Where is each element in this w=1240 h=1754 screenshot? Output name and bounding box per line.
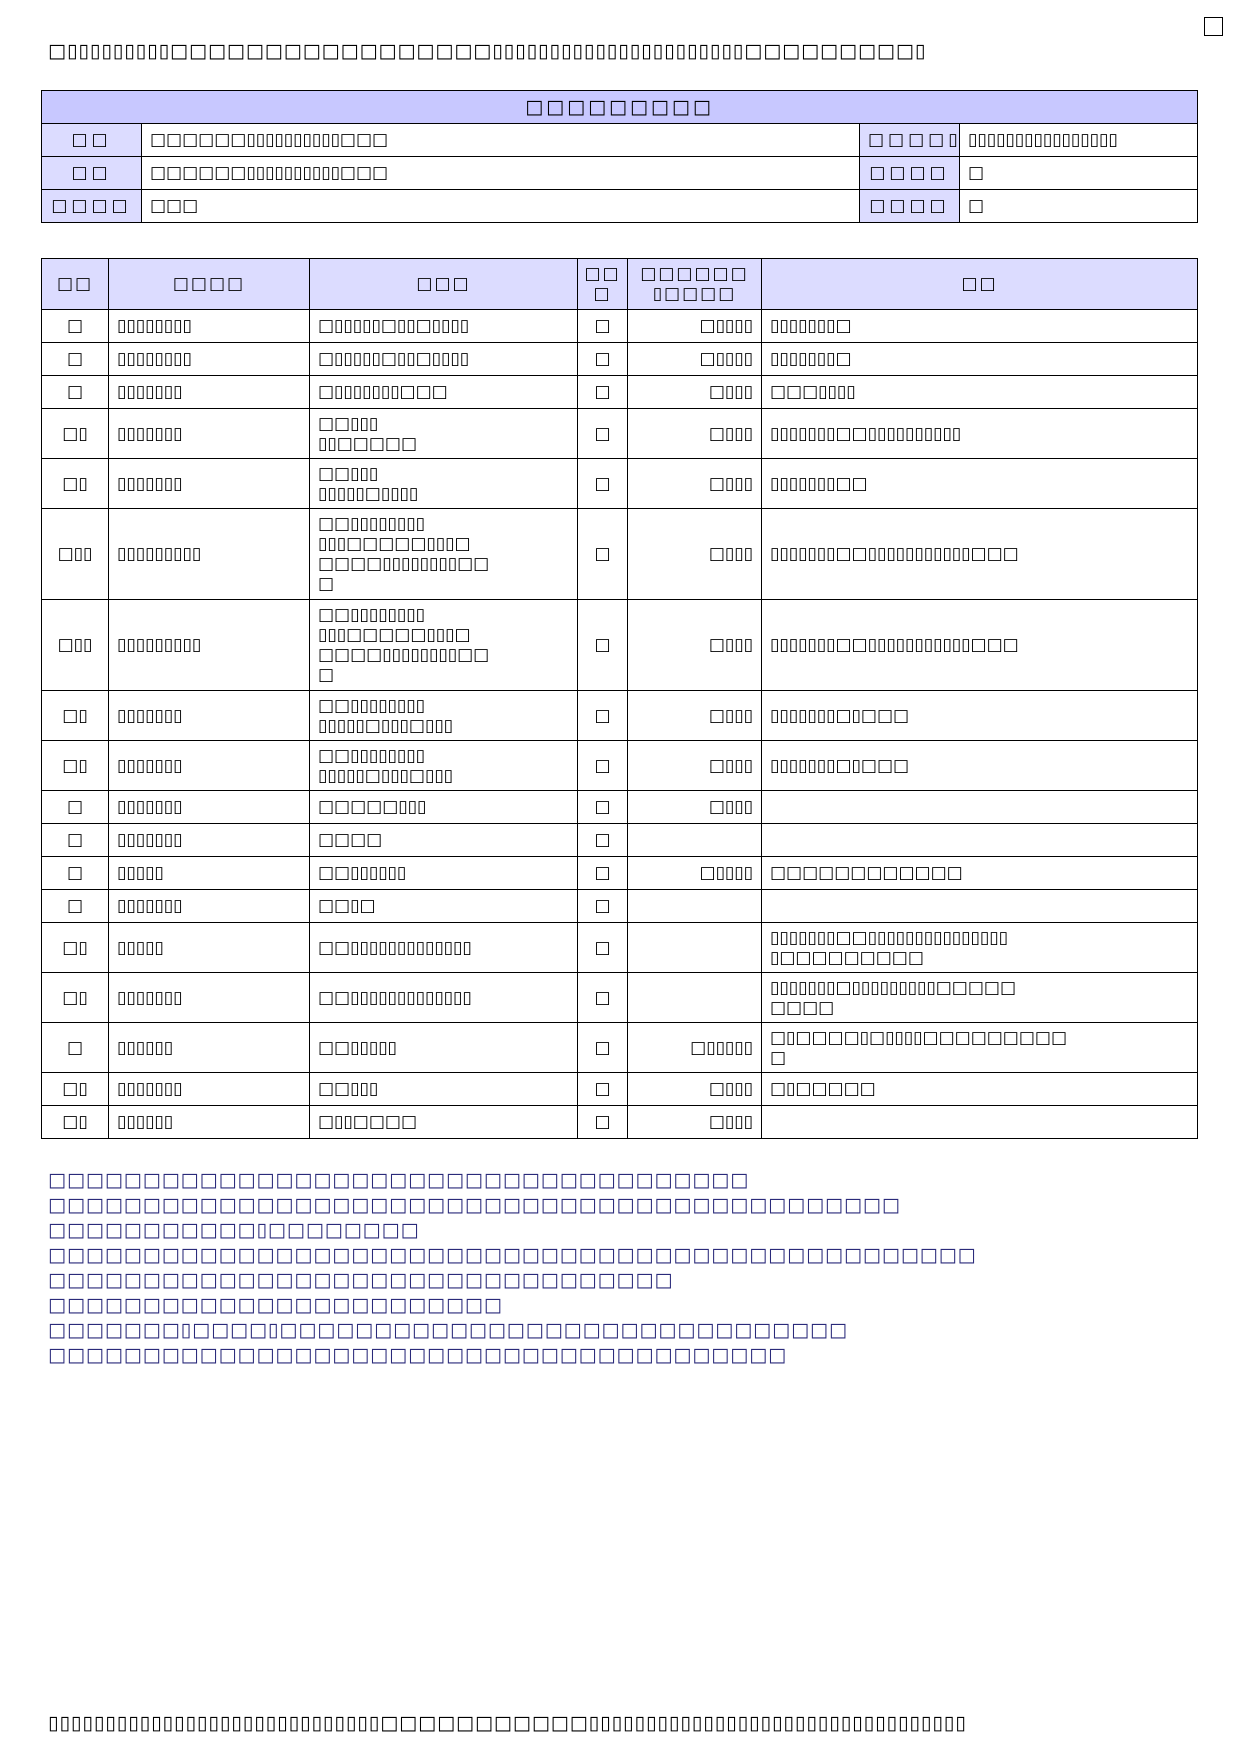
cell-type: □□▯▯▯▯▯▯▯▯ ▯▯▯□□□□□▯▯▯□ □□□□▯▯▯▯▯▯▯▯□□ □ xyxy=(310,600,578,691)
cell-field-name: ▯▯▯▯▯ xyxy=(109,857,310,890)
cell-remarks: ▯▯▯▯▯▯▯□□▯▯▯▯▯▯▯▯▯▯▯□□□ xyxy=(762,600,1198,691)
cell-remarks: ▯▯▯▯▯▯▯□▯▯▯▯▯▯▯▯▯□□□□□ □□□□ xyxy=(762,973,1198,1023)
cell-remarks: □▯□□□□▯□▯▯▯▯□□□□□□□□□ □ xyxy=(762,1023,1198,1073)
cell-remarks: □□□▯▯▯▯ xyxy=(762,376,1198,409)
info-value: □ xyxy=(960,157,1198,190)
cell-remarks: ▯▯▯▯▯▯▯□□▯▯▯▯▯▯▯▯▯▯▯▯▯▯▯ ▯□□□□□□□□□ xyxy=(762,923,1198,973)
table-row xyxy=(42,376,1198,409)
cell-field-name: ▯▯▯▯▯▯▯ xyxy=(109,973,310,1023)
info-title: □□□□□□□□□ xyxy=(42,91,1198,124)
info-label: □□□□ xyxy=(860,157,960,190)
cell-no: □ xyxy=(42,310,109,343)
cell-type: □□▯▯▯▯▯ xyxy=(310,1023,578,1073)
cell-length: □▯▯▯▯ xyxy=(628,857,762,890)
cell-field-name: ▯▯▯▯▯▯▯▯▯ xyxy=(109,509,310,600)
note-line: □□□□□□□▯□□□□▯□□□□□□□□□□□□□□□□□□□□□□□□□□□□□□ xyxy=(48,1319,848,1341)
cell-length: □▯▯▯▯ xyxy=(628,343,762,376)
cell-required: □ xyxy=(578,890,628,923)
table-row xyxy=(42,691,1198,741)
cell-field-name: ▯▯▯▯▯▯ xyxy=(109,1023,310,1073)
cell-field-name: ▯▯▯▯▯▯ xyxy=(109,1106,310,1139)
cell-length: □▯▯▯▯▯ xyxy=(628,1023,762,1073)
cell-remarks: ▯▯▯▯▯▯▯□□▯▯▯▯▯▯▯▯▯▯ xyxy=(762,409,1198,459)
field-table xyxy=(41,258,1198,1139)
cell-field-name: ▯▯▯▯▯▯▯ xyxy=(109,691,310,741)
corner-checkbox-icon xyxy=(1204,17,1223,36)
col-header-name: □□□□ xyxy=(109,259,310,310)
cell-field-name: ▯▯▯▯▯▯▯ xyxy=(109,791,310,824)
cell-type: □□▯▯▯ ▯▯□□□□□ xyxy=(310,409,578,459)
notes-block xyxy=(48,1168,977,1368)
note-line: □□□□□□□□□□□□□□□□□□□□□□□□□□□□□□□□□□□□□□□ xyxy=(48,1344,788,1366)
cell-type: □□▯□ xyxy=(310,890,578,923)
info-value: □□□□□□▯▯▯▯▯▯▯▯▯▯□□□ xyxy=(142,124,860,157)
cell-length: □▯▯▯ xyxy=(628,459,762,509)
cell-remarks xyxy=(762,791,1198,824)
note-line: □□□□□□□□□□□□□□□□□□□□□□□□□□□□□□□□□ xyxy=(48,1269,674,1291)
cell-remarks: ▯▯▯▯▯▯▯□ xyxy=(762,343,1198,376)
info-table xyxy=(41,90,1198,223)
col-header-no: □□ xyxy=(42,259,109,310)
cell-no: □▯▯ xyxy=(42,509,109,600)
cell-no: □▯ xyxy=(42,973,109,1023)
info-value: □□□□□□▯▯▯▯▯▯▯▯▯▯□□□ xyxy=(142,157,860,190)
info-value: □□□ xyxy=(142,190,860,223)
field-table-header xyxy=(42,259,1198,310)
table-row xyxy=(42,890,1198,923)
info-label: □□□□ xyxy=(42,190,142,223)
cell-required: □ xyxy=(578,600,628,691)
cell-type: □▯▯▯▯▯□▯▯□▯▯▯▯ xyxy=(310,343,578,376)
cell-length xyxy=(628,973,762,1023)
cell-field-name: ▯▯▯▯▯▯▯ xyxy=(109,409,310,459)
note-line: □□□□□□□□□□□▯□□□□□□□□ xyxy=(48,1219,420,1241)
note-line: □□□□□□□□□□□□□□□□□□□□□□□□□□□□□□□□□□□□□□□□□□□□□ xyxy=(48,1194,901,1216)
table-row xyxy=(42,824,1198,857)
info-label: □□□□ xyxy=(860,190,960,223)
cell-length xyxy=(628,923,762,973)
cell-length: □▯▯▯ xyxy=(628,1106,762,1139)
info-label: □□ xyxy=(42,124,142,157)
note-line: □□□□□□□□□□□□□□□□□□□□□□□□□□□□□□□□□□□□□□□□□□□□□□□□□ xyxy=(48,1244,977,1266)
table-row xyxy=(42,459,1198,509)
cell-remarks xyxy=(762,890,1198,923)
cell-length: □▯▯▯ xyxy=(628,791,762,824)
table-row xyxy=(42,857,1198,890)
cell-no: □▯ xyxy=(42,923,109,973)
table-row xyxy=(42,343,1198,376)
cell-remarks: ▯▯▯▯▯▯▯□▯□□□ xyxy=(762,741,1198,791)
note-line: □□□□□□□□□□□□□□□□□□□□□□□□ xyxy=(48,1294,503,1316)
cell-type: □□▯▯▯▯▯▯▯▯▯▯▯▯▯ xyxy=(310,923,578,973)
cell-remarks: □□□□□□□□□□□□ xyxy=(762,857,1198,890)
cell-length: □▯▯▯ xyxy=(628,741,762,791)
cell-field-name: ▯▯▯▯▯▯▯▯ xyxy=(109,310,310,343)
cell-required: □ xyxy=(578,1023,628,1073)
cell-required: □ xyxy=(578,741,628,791)
table-row xyxy=(42,600,1198,691)
cell-no: □▯▯ xyxy=(42,600,109,691)
cell-field-name: ▯▯▯▯▯▯▯ xyxy=(109,741,310,791)
cell-type: □□□□□▯▯▯ xyxy=(310,791,578,824)
cell-field-name: ▯▯▯▯▯▯▯ xyxy=(109,376,310,409)
cell-field-name: ▯▯▯▯▯▯▯▯▯ xyxy=(109,600,310,691)
cell-length xyxy=(628,824,762,857)
cell-length: □▯▯▯ xyxy=(628,509,762,600)
cell-length: □▯▯▯ xyxy=(628,376,762,409)
table-row xyxy=(42,310,1198,343)
cell-no: □ xyxy=(42,1023,109,1073)
cell-type: □□▯▯▯ ▯▯▯▯▯□▯▯▯▯ xyxy=(310,459,578,509)
cell-required: □ xyxy=(578,459,628,509)
cell-remarks: □▯□□□□□ xyxy=(762,1073,1198,1106)
cell-remarks: ▯▯▯▯▯▯▯□□ xyxy=(762,459,1198,509)
cell-no: □▯ xyxy=(42,409,109,459)
info-row xyxy=(42,124,1198,157)
cell-type: □□▯▯▯▯▯▯▯▯▯▯▯▯▯ xyxy=(310,973,578,1023)
cell-length: □▯▯▯ xyxy=(628,691,762,741)
cell-no: □ xyxy=(42,376,109,409)
cell-no: □▯ xyxy=(42,459,109,509)
cell-no: □ xyxy=(42,890,109,923)
table-row xyxy=(42,1023,1198,1073)
cell-field-name: ▯▯▯▯▯▯▯ xyxy=(109,824,310,857)
cell-required: □ xyxy=(578,791,628,824)
info-row xyxy=(42,157,1198,190)
table-row xyxy=(42,409,1198,459)
cell-no: □ xyxy=(42,824,109,857)
cell-required: □ xyxy=(578,691,628,741)
cell-no: □▯ xyxy=(42,1106,109,1139)
cell-field-name: ▯▯▯▯▯▯▯ xyxy=(109,459,310,509)
info-row xyxy=(42,190,1198,223)
cell-no: □ xyxy=(42,791,109,824)
info-title-row xyxy=(42,91,1198,124)
cell-remarks xyxy=(762,1106,1198,1139)
cell-type: □□▯▯▯▯▯▯ xyxy=(310,857,578,890)
cell-required: □ xyxy=(578,1073,628,1106)
cell-required: □ xyxy=(578,857,628,890)
cell-type: □▯▯▯▯▯▯▯□□□ xyxy=(310,376,578,409)
cell-required: □ xyxy=(578,973,628,1023)
cell-type: □□▯▯▯▯▯▯▯▯ ▯▯▯□□□□□▯▯▯□ □□□□▯▯▯▯▯▯▯▯□□ □ xyxy=(310,509,578,600)
cell-field-name: ▯▯▯▯▯ xyxy=(109,923,310,973)
cell-length: □▯▯▯▯ xyxy=(628,310,762,343)
cell-required: □ xyxy=(578,509,628,600)
info-value: ▯▯▯▯▯▯▯▯▯▯▯▯▯▯▯▯ xyxy=(960,124,1198,157)
cell-length: □▯▯▯ xyxy=(628,600,762,691)
cell-no: □▯ xyxy=(42,741,109,791)
cell-remarks: ▯▯▯▯▯▯▯□▯□□□ xyxy=(762,691,1198,741)
cell-no: □ xyxy=(42,343,109,376)
cell-required: □ xyxy=(578,376,628,409)
cell-length: □▯▯▯ xyxy=(628,1073,762,1106)
col-header-length: □□□□□□ ▯□□□□ xyxy=(628,259,762,310)
cell-remarks xyxy=(762,824,1198,857)
cell-required: □ xyxy=(578,409,628,459)
info-label: □□ xyxy=(42,157,142,190)
cell-no: □ xyxy=(42,857,109,890)
col-header-remarks: □□ xyxy=(762,259,1198,310)
cell-required: □ xyxy=(578,310,628,343)
cell-no: □▯ xyxy=(42,691,109,741)
cell-type: □▯▯▯▯▯□▯▯□▯▯▯▯ xyxy=(310,310,578,343)
cell-field-name: ▯▯▯▯▯▯▯▯ xyxy=(109,343,310,376)
table-row xyxy=(42,1073,1198,1106)
cell-type: □□▯▯▯▯▯▯▯▯ ▯▯▯▯▯□▯▯▯□▯▯▯ xyxy=(310,741,578,791)
table-row xyxy=(42,741,1198,791)
cell-required: □ xyxy=(578,1106,628,1139)
table-row xyxy=(42,1106,1198,1139)
table-row xyxy=(42,923,1198,973)
cell-remarks: ▯▯▯▯▯▯▯□□▯▯▯▯▯▯▯▯▯▯▯□□□ xyxy=(762,509,1198,600)
note-line: □□□□□□□□□□□□□□□□□□□□□□□□□□□□□□□□□□□□□ xyxy=(48,1169,750,1191)
cell-remarks: ▯▯▯▯▯▯▯□ xyxy=(762,310,1198,343)
page-header: □▯▯▯▯▯▯▯▯▯□□□□□□□□□□□□□□□□□▯▯▯▯▯▯▯▯▯▯▯▯▯▯▯▯▯▯▯▯▯▯□□□□□□□□□▯ xyxy=(48,40,927,62)
info-value: □ xyxy=(960,190,1198,223)
table-row xyxy=(42,791,1198,824)
col-header-required: □□ □ xyxy=(578,259,628,310)
cell-type: □□□□ xyxy=(310,824,578,857)
cell-length xyxy=(628,890,762,923)
cell-type: □▯▯□□□□ xyxy=(310,1106,578,1139)
cell-length: □▯▯▯ xyxy=(628,409,762,459)
cell-required: □ xyxy=(578,824,628,857)
page-footer: ▯▯▯▯▯▯▯▯▯▯▯▯▯▯▯▯▯▯▯▯▯▯▯▯▯▯▯▯▯□□□□□□□□□□□▯▯▯▯▯▯▯▯▯▯▯▯▯▯▯▯▯▯▯▯▯▯▯▯▯▯▯▯▯▯▯▯▯ xyxy=(48,1712,967,1734)
cell-type: □□▯▯▯ xyxy=(310,1073,578,1106)
table-row xyxy=(42,509,1198,600)
table-row xyxy=(42,973,1198,1023)
cell-no: □▯ xyxy=(42,1073,109,1106)
cell-field-name: ▯▯▯▯▯▯▯ xyxy=(109,890,310,923)
cell-type: □□▯▯▯▯▯▯▯▯ ▯▯▯▯▯□▯▯▯□▯▯▯ xyxy=(310,691,578,741)
col-header-type: □□□ xyxy=(310,259,578,310)
cell-field-name: ▯▯▯▯▯▯▯ xyxy=(109,1073,310,1106)
field-table-body xyxy=(42,310,1198,1139)
cell-required: □ xyxy=(578,923,628,973)
info-label: □□□□▯ xyxy=(860,124,960,157)
cell-required: □ xyxy=(578,343,628,376)
